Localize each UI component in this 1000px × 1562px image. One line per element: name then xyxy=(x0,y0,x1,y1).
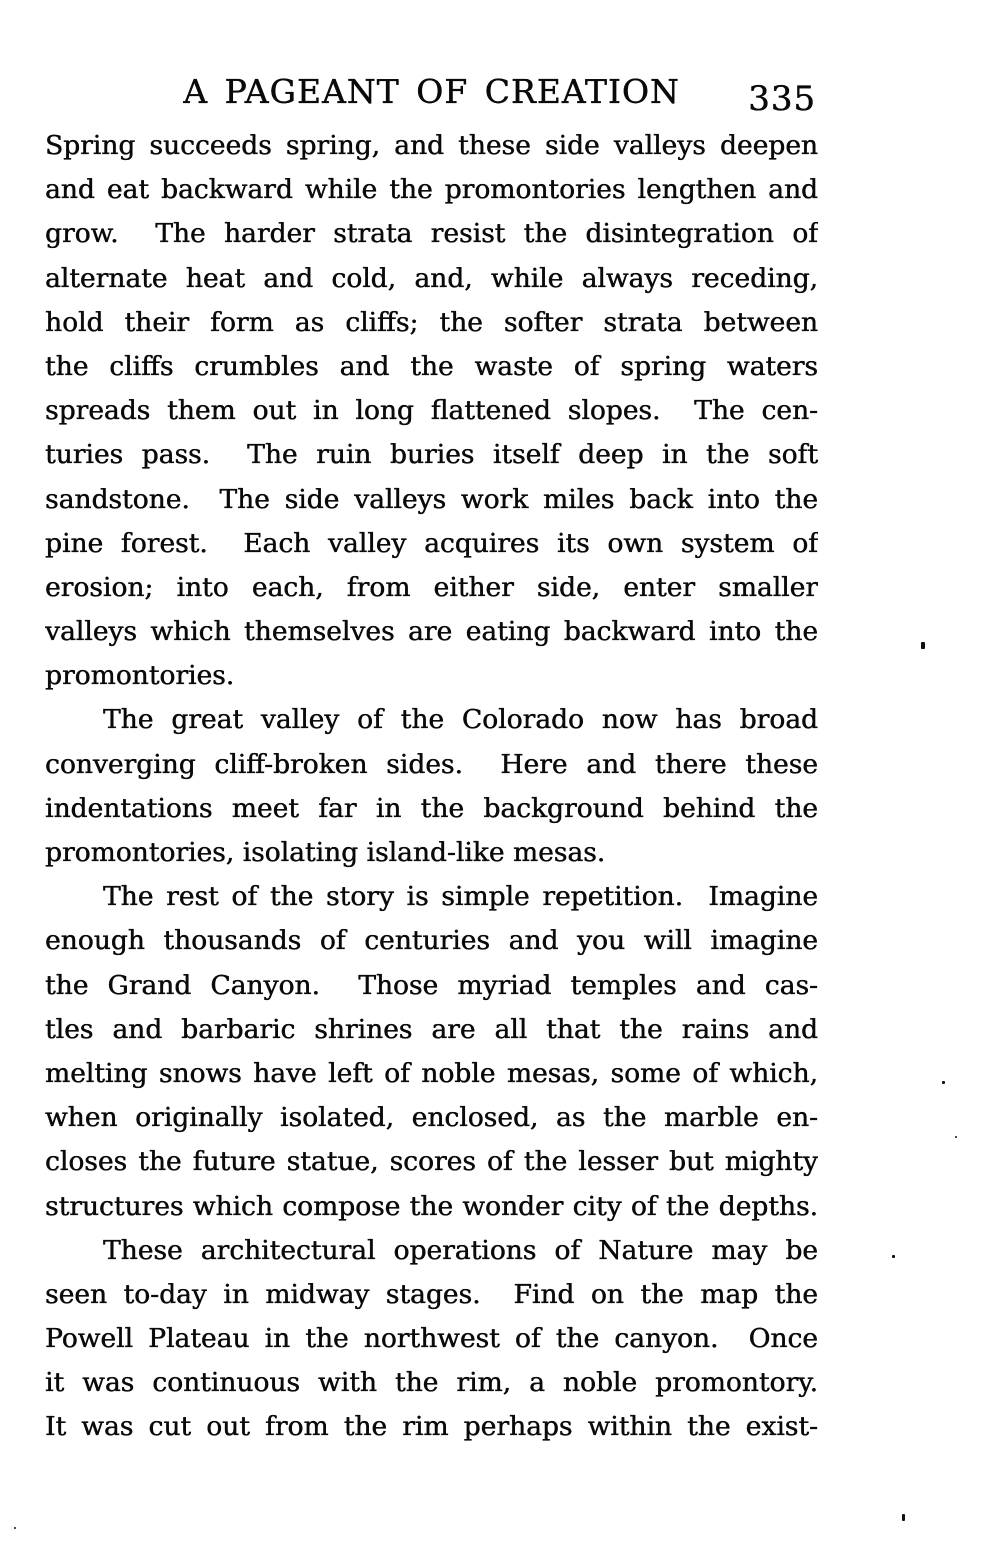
text-line: valleys which themselves are eating backward into the xyxy=(45,616,818,648)
text-line: structures which compose the wonder city of the depths. xyxy=(45,1190,818,1222)
text-line: Spring succeeds spring, and these side valleys deepen xyxy=(45,130,818,161)
text-line: The great valley of the Colorado now has broad xyxy=(103,704,818,736)
text-line: enough thousands of centuries and you will imagine xyxy=(45,925,818,957)
text-line: turies pass. The ruin buries itself deep in the soft xyxy=(45,439,818,471)
text-line: tles and barbaric shrines are all that the rains and xyxy=(45,1013,818,1045)
paragraph xyxy=(45,698,818,875)
paragraph xyxy=(45,875,818,1229)
text-line: and eat backward while the promontories lengthen and xyxy=(45,174,818,206)
scan-speck xyxy=(14,1527,16,1529)
text-line: sandstone. The side valleys work miles back into the xyxy=(45,483,818,515)
paragraph xyxy=(45,1229,818,1450)
text-line: It was cut out from the rim perhaps within the exist- xyxy=(45,1411,818,1443)
text-line: grow. The harder strata resist the disintegration of xyxy=(45,218,818,250)
scan-speck xyxy=(942,1081,945,1084)
page-number: 335 xyxy=(748,79,816,119)
scan-speck xyxy=(892,1255,895,1258)
running-header xyxy=(45,74,818,120)
text-line: erosion; into each, from either side, enter smaller xyxy=(45,571,818,603)
text-line: spreads them out in long flattened slopes. The cen- xyxy=(45,395,818,427)
text-line: hold their form as cliffs; the softer strata between xyxy=(45,306,818,338)
text-line: it was continuous with the rim, a noble promontory. xyxy=(45,1367,818,1399)
scan-speck xyxy=(902,1514,905,1521)
text-line: Powell Plateau in the northwest of the canyon. Once xyxy=(45,1323,818,1355)
scan-speck xyxy=(955,1136,957,1138)
text-line: the cliffs crumbles and the waste of spring waters xyxy=(45,350,818,382)
text-line: The rest of the story is simple repetition. Imagine xyxy=(103,881,818,913)
text-line: promontories. xyxy=(45,660,235,692)
text-line: when originally isolated, enclosed, as the marble en- xyxy=(45,1102,818,1134)
page-title: A PAGEANT OF CREATION xyxy=(183,72,680,111)
text-line: melting snows have left of noble mesas, some of which, xyxy=(45,1057,818,1089)
text-line: closes the future statue, scores of the lesser but mighty xyxy=(45,1146,818,1178)
text-line: converging cliff-broken sides. Here and there these xyxy=(45,748,818,780)
text-line: These architectural operations of Nature may be xyxy=(103,1234,818,1266)
text-line: the Grand Canyon. Those myriad temples and cas- xyxy=(45,969,818,1001)
scan-speck xyxy=(921,642,925,649)
paragraph xyxy=(45,124,818,698)
text-line: alternate heat and cold, and, while always receding, xyxy=(45,262,818,294)
text-line: promontories, isolating island-like mesas. xyxy=(45,837,606,868)
body-text xyxy=(45,124,818,1450)
text-line: seen to-day in midway stages. Find on the map the xyxy=(45,1278,818,1310)
text-line: indentations meet far in the background behind the xyxy=(45,792,818,824)
text-line: pine forest. Each valley acquires its own system of xyxy=(45,527,818,559)
